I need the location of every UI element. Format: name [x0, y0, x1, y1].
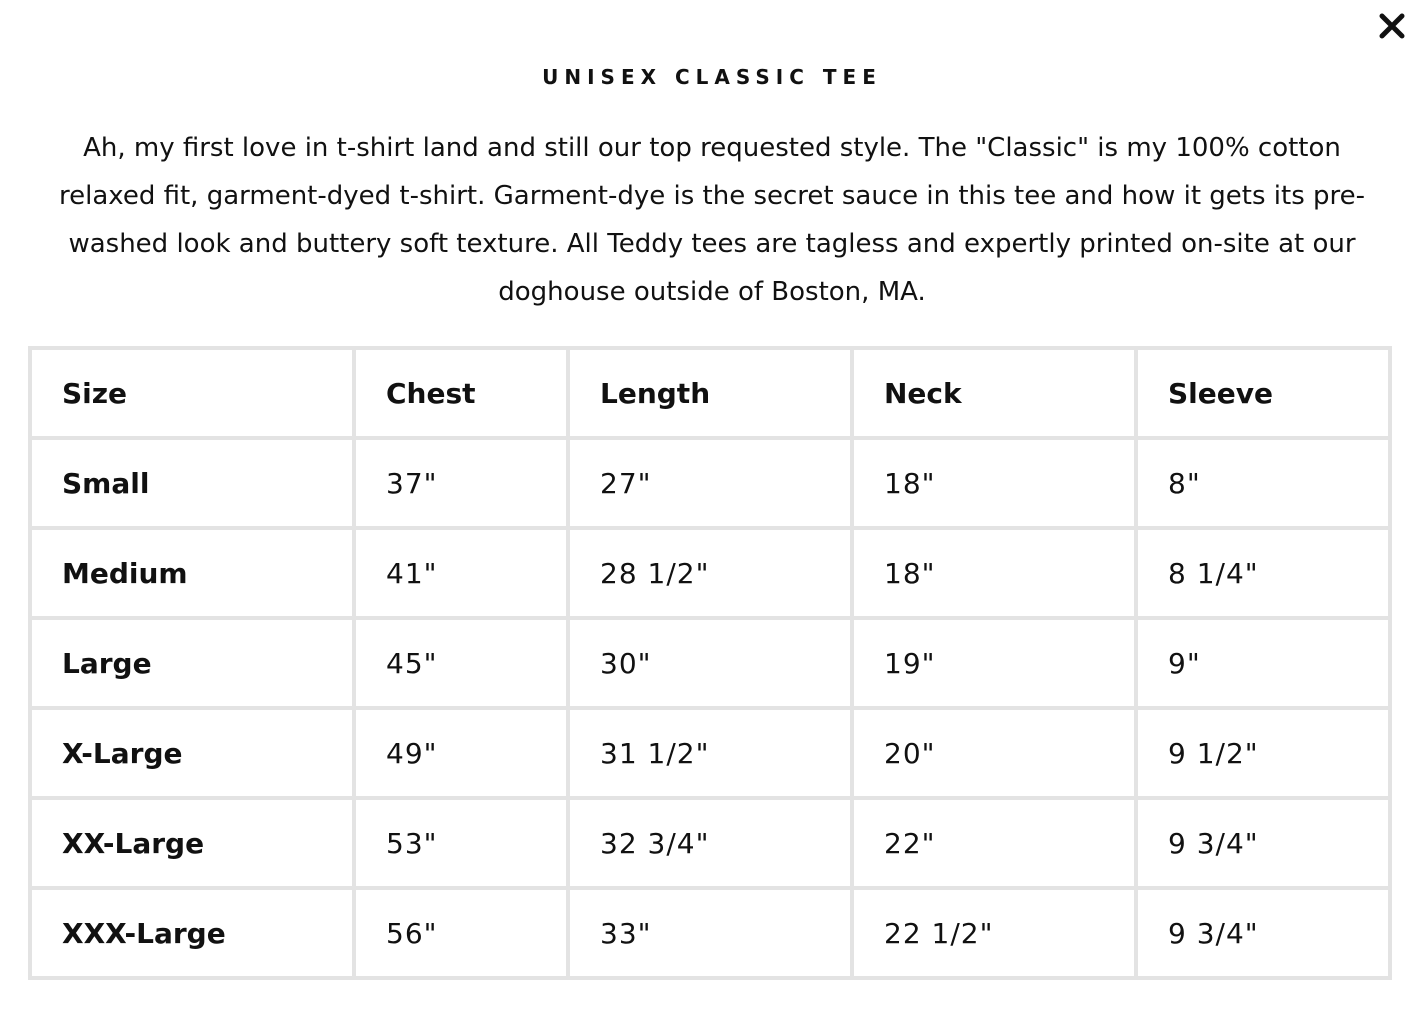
- sleeve-value: 9 3/4": [1138, 800, 1388, 886]
- length-value: 27": [570, 440, 850, 526]
- size-label: Large: [32, 620, 352, 706]
- product-description: Ah, my first love in t-shirt land and still our top requested style. The "Classic" is my 100% cotton relaxed fit, garment-dyed t-shirt. Garment-dye is the secret sauce in this tee and how it gets its pre-washed look and buttery soft texture. All Teddy tees are tagless and expertly printed on-site at our doghouse outside of Boston, MA.: [58, 133, 1366, 307]
- close-button[interactable]: [1376, 10, 1408, 42]
- table-row: [32, 440, 1388, 526]
- sleeve-value: 9 1/2": [1138, 710, 1388, 796]
- table-row: [32, 710, 1388, 796]
- size-label: Small: [32, 440, 352, 526]
- chest-value: 53": [356, 800, 566, 886]
- close-icon: [1379, 13, 1405, 39]
- size-label: XXX-Large: [32, 890, 352, 976]
- neck-value: 22": [854, 800, 1134, 886]
- header-size: Size: [32, 350, 352, 436]
- size-chart-table: [28, 346, 1392, 980]
- chest-value: 45": [356, 620, 566, 706]
- sleeve-value: 9": [1138, 620, 1388, 706]
- length-value: 30": [570, 620, 850, 706]
- table-row: [32, 890, 1388, 976]
- size-label: X-Large: [32, 710, 352, 796]
- sleeve-value: 9 3/4": [1138, 890, 1388, 976]
- table-row: [32, 620, 1388, 706]
- neck-value: 20": [854, 710, 1134, 796]
- sleeve-value: 8": [1138, 440, 1388, 526]
- chest-value: 56": [356, 890, 566, 976]
- size-label: XX-Large: [32, 800, 352, 886]
- modal-title: UNISEX CLASSIC TEE: [542, 65, 882, 89]
- table-header-row: [32, 350, 1388, 436]
- chest-value: 37": [356, 440, 566, 526]
- length-value: 32 3/4": [570, 800, 850, 886]
- chest-value: 49": [356, 710, 566, 796]
- table-row: [32, 530, 1388, 616]
- neck-value: 22 1/2": [854, 890, 1134, 976]
- header-chest: Chest: [356, 350, 566, 436]
- length-value: 33": [570, 890, 850, 976]
- length-value: 31 1/2": [570, 710, 850, 796]
- length-value: 28 1/2": [570, 530, 850, 616]
- chest-value: 41": [356, 530, 566, 616]
- header-sleeve: Sleeve: [1138, 350, 1388, 436]
- neck-value: 19": [854, 620, 1134, 706]
- size-label: Medium: [32, 530, 352, 616]
- table-row: [32, 800, 1388, 886]
- neck-value: 18": [854, 440, 1134, 526]
- neck-value: 18": [854, 530, 1134, 616]
- header-neck: Neck: [854, 350, 1134, 436]
- header-length: Length: [570, 350, 850, 436]
- sleeve-value: 8 1/4": [1138, 530, 1388, 616]
